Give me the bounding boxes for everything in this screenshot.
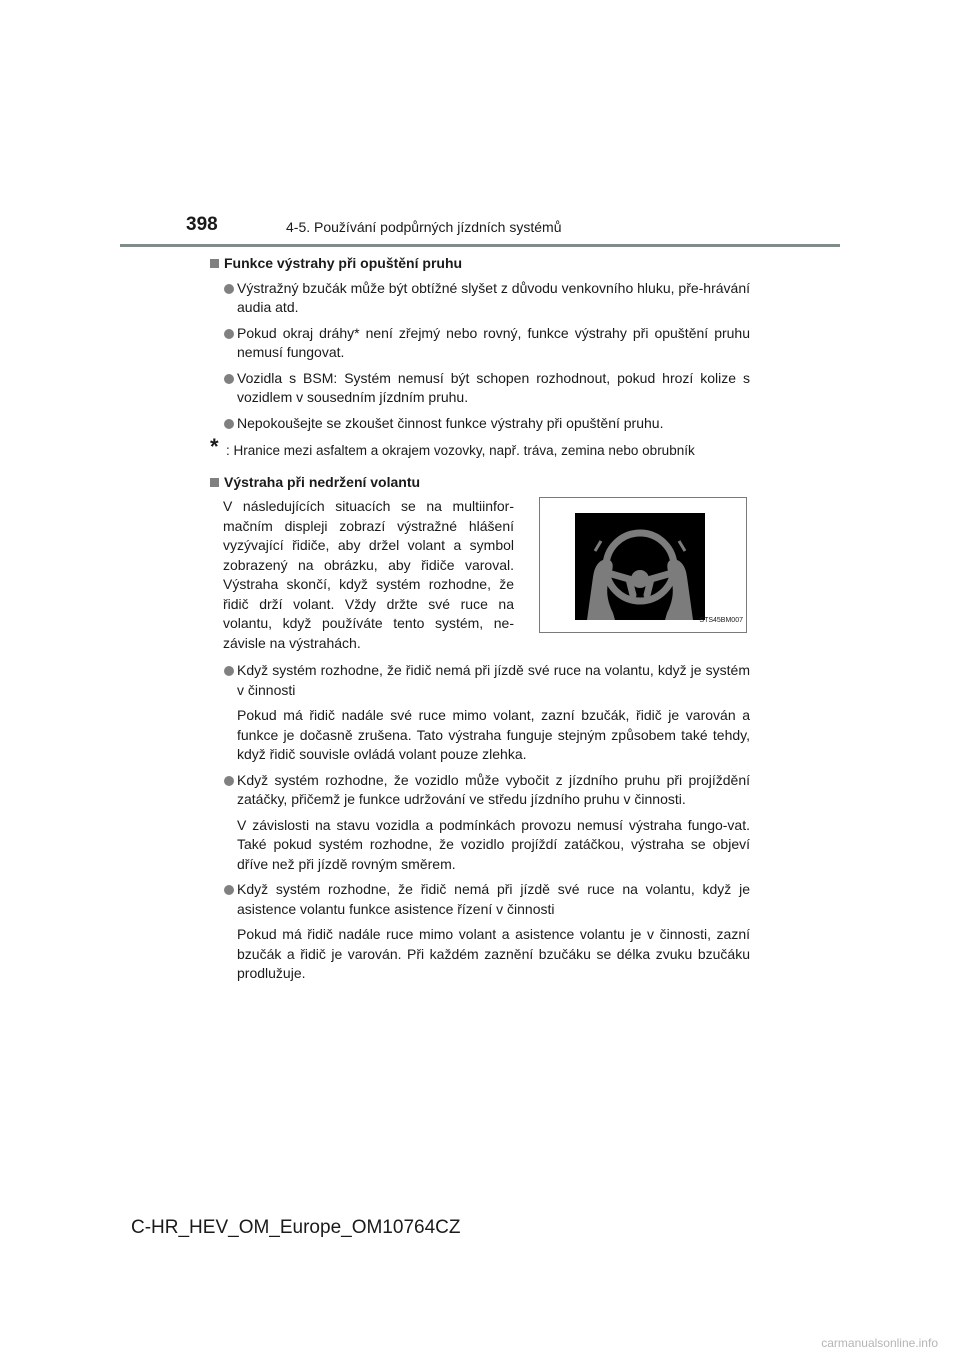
footnote	[210, 434, 750, 461]
paragraph: V závislosti na stavu vozidla a podmínkách provozu nemusí výstraha fungo-vat. Také pokud systém rozhodne, že vozidlo projíždí zatáčkou, výstraha se objeví dříve než při jízdě rovným směrem.	[237, 816, 750, 872]
page-number: 398	[186, 214, 218, 235]
list-item: Když systém rozhodne, že řidič nemá při jízdě své ruce na volantu, když je systém v činnosti	[210, 661, 750, 700]
square-bullet-icon	[210, 478, 219, 487]
hands-on-wheel-figure	[539, 497, 747, 633]
list-item: Vozidla s BSM: Systém nemusí být schopen rozhodnout, pokud hrozí kolize s vozidlem v sousedním jízdním pruhu.	[210, 369, 750, 408]
page-header	[120, 214, 840, 248]
header-divider	[120, 244, 840, 247]
circle-bullet-icon	[224, 885, 234, 895]
square-bullet-icon	[210, 259, 219, 268]
watermark: carmanualsonline.info	[821, 1336, 938, 1350]
footnote-text: : Hranice mezi asfaltem a okrajem vozovky, např. tráva, zemina nebo obrubník	[226, 443, 695, 458]
chapter-title: 4-5. Používání podpůrných jízdních systémů	[286, 219, 562, 235]
paragraph: Pokud má řidič nadále své ruce mimo volant, zazní bzučák, řidič je varován a funkce je dočasně zrušena. Tato výstraha funguje stejným způsobem také tehdy, když řidič souvisle ovládá volant pouze zlehka.	[237, 707, 750, 762]
intro-with-figure	[210, 497, 750, 653]
circle-bullet-icon	[224, 776, 234, 786]
list-item: Když systém rozhodne, že vozidlo může vybočit z jízdního pruhu při projíždění zatáčky, přičemž je funkce udržování ve středu jízdního pruhu v činnosti.	[210, 771, 750, 810]
section-title-hands-off-warning: Výstraha při nedržení volantu	[210, 473, 750, 493]
circle-bullet-icon	[224, 666, 234, 676]
list-item: Výstražný bzučák může být obtížné slyšet z důvodu venkovního hluku, pře-hrávání audia atd.	[210, 279, 750, 318]
circle-bullet-icon	[224, 374, 234, 384]
steering-wheel-hands-icon	[575, 513, 705, 620]
section-title-lane-departure: Funkce výstrahy při opuštění pruhu	[210, 254, 750, 274]
circle-bullet-icon	[224, 419, 234, 429]
list-item: Pokud okraj dráhy* není zřejmý nebo rovný, funkce výstrahy při opuštění pruhu nemusí fungovat.	[210, 324, 750, 363]
list-item: Nepokoušejte se zkoušet činnost funkce výstrahy při opuštění pruhu.	[210, 414, 750, 434]
list-item: Když systém rozhodne, že řidič nemá při jízdě své ruce na volantu, když je asistence volantu funkce asistence řízení v činnosti	[210, 880, 750, 919]
figure-code: STS45BM007	[699, 616, 743, 624]
circle-bullet-icon	[224, 329, 234, 339]
document-footer: C-HR_HEV_OM_Europe_OM10764CZ	[131, 1217, 461, 1238]
circle-bullet-icon	[224, 284, 234, 294]
footnote-asterisk: *	[210, 434, 219, 459]
page-content	[210, 254, 750, 990]
paragraph: Pokud má řidič nadále ruce mimo volant a asistence volantu je v činnosti, zazní bzučák a řidič je varován. Při každém zaznění bzučáku se délka zvuku bzučáku prodlužuje.	[237, 926, 750, 981]
intro-paragraph: V následujících situacích se na multiinfor-mačním displeji zobrazí výstražné hlášení vyzývající řidiče, aby držel volant a symbol zobrazený na obrázku, aby řidiče varoval. Výstraha skončí, když systém rozhodne, že řidič drží volant. Vždy držte své ruce na volantu, když používáte tento systém, ne-závisle na výstrahách.	[223, 498, 514, 651]
